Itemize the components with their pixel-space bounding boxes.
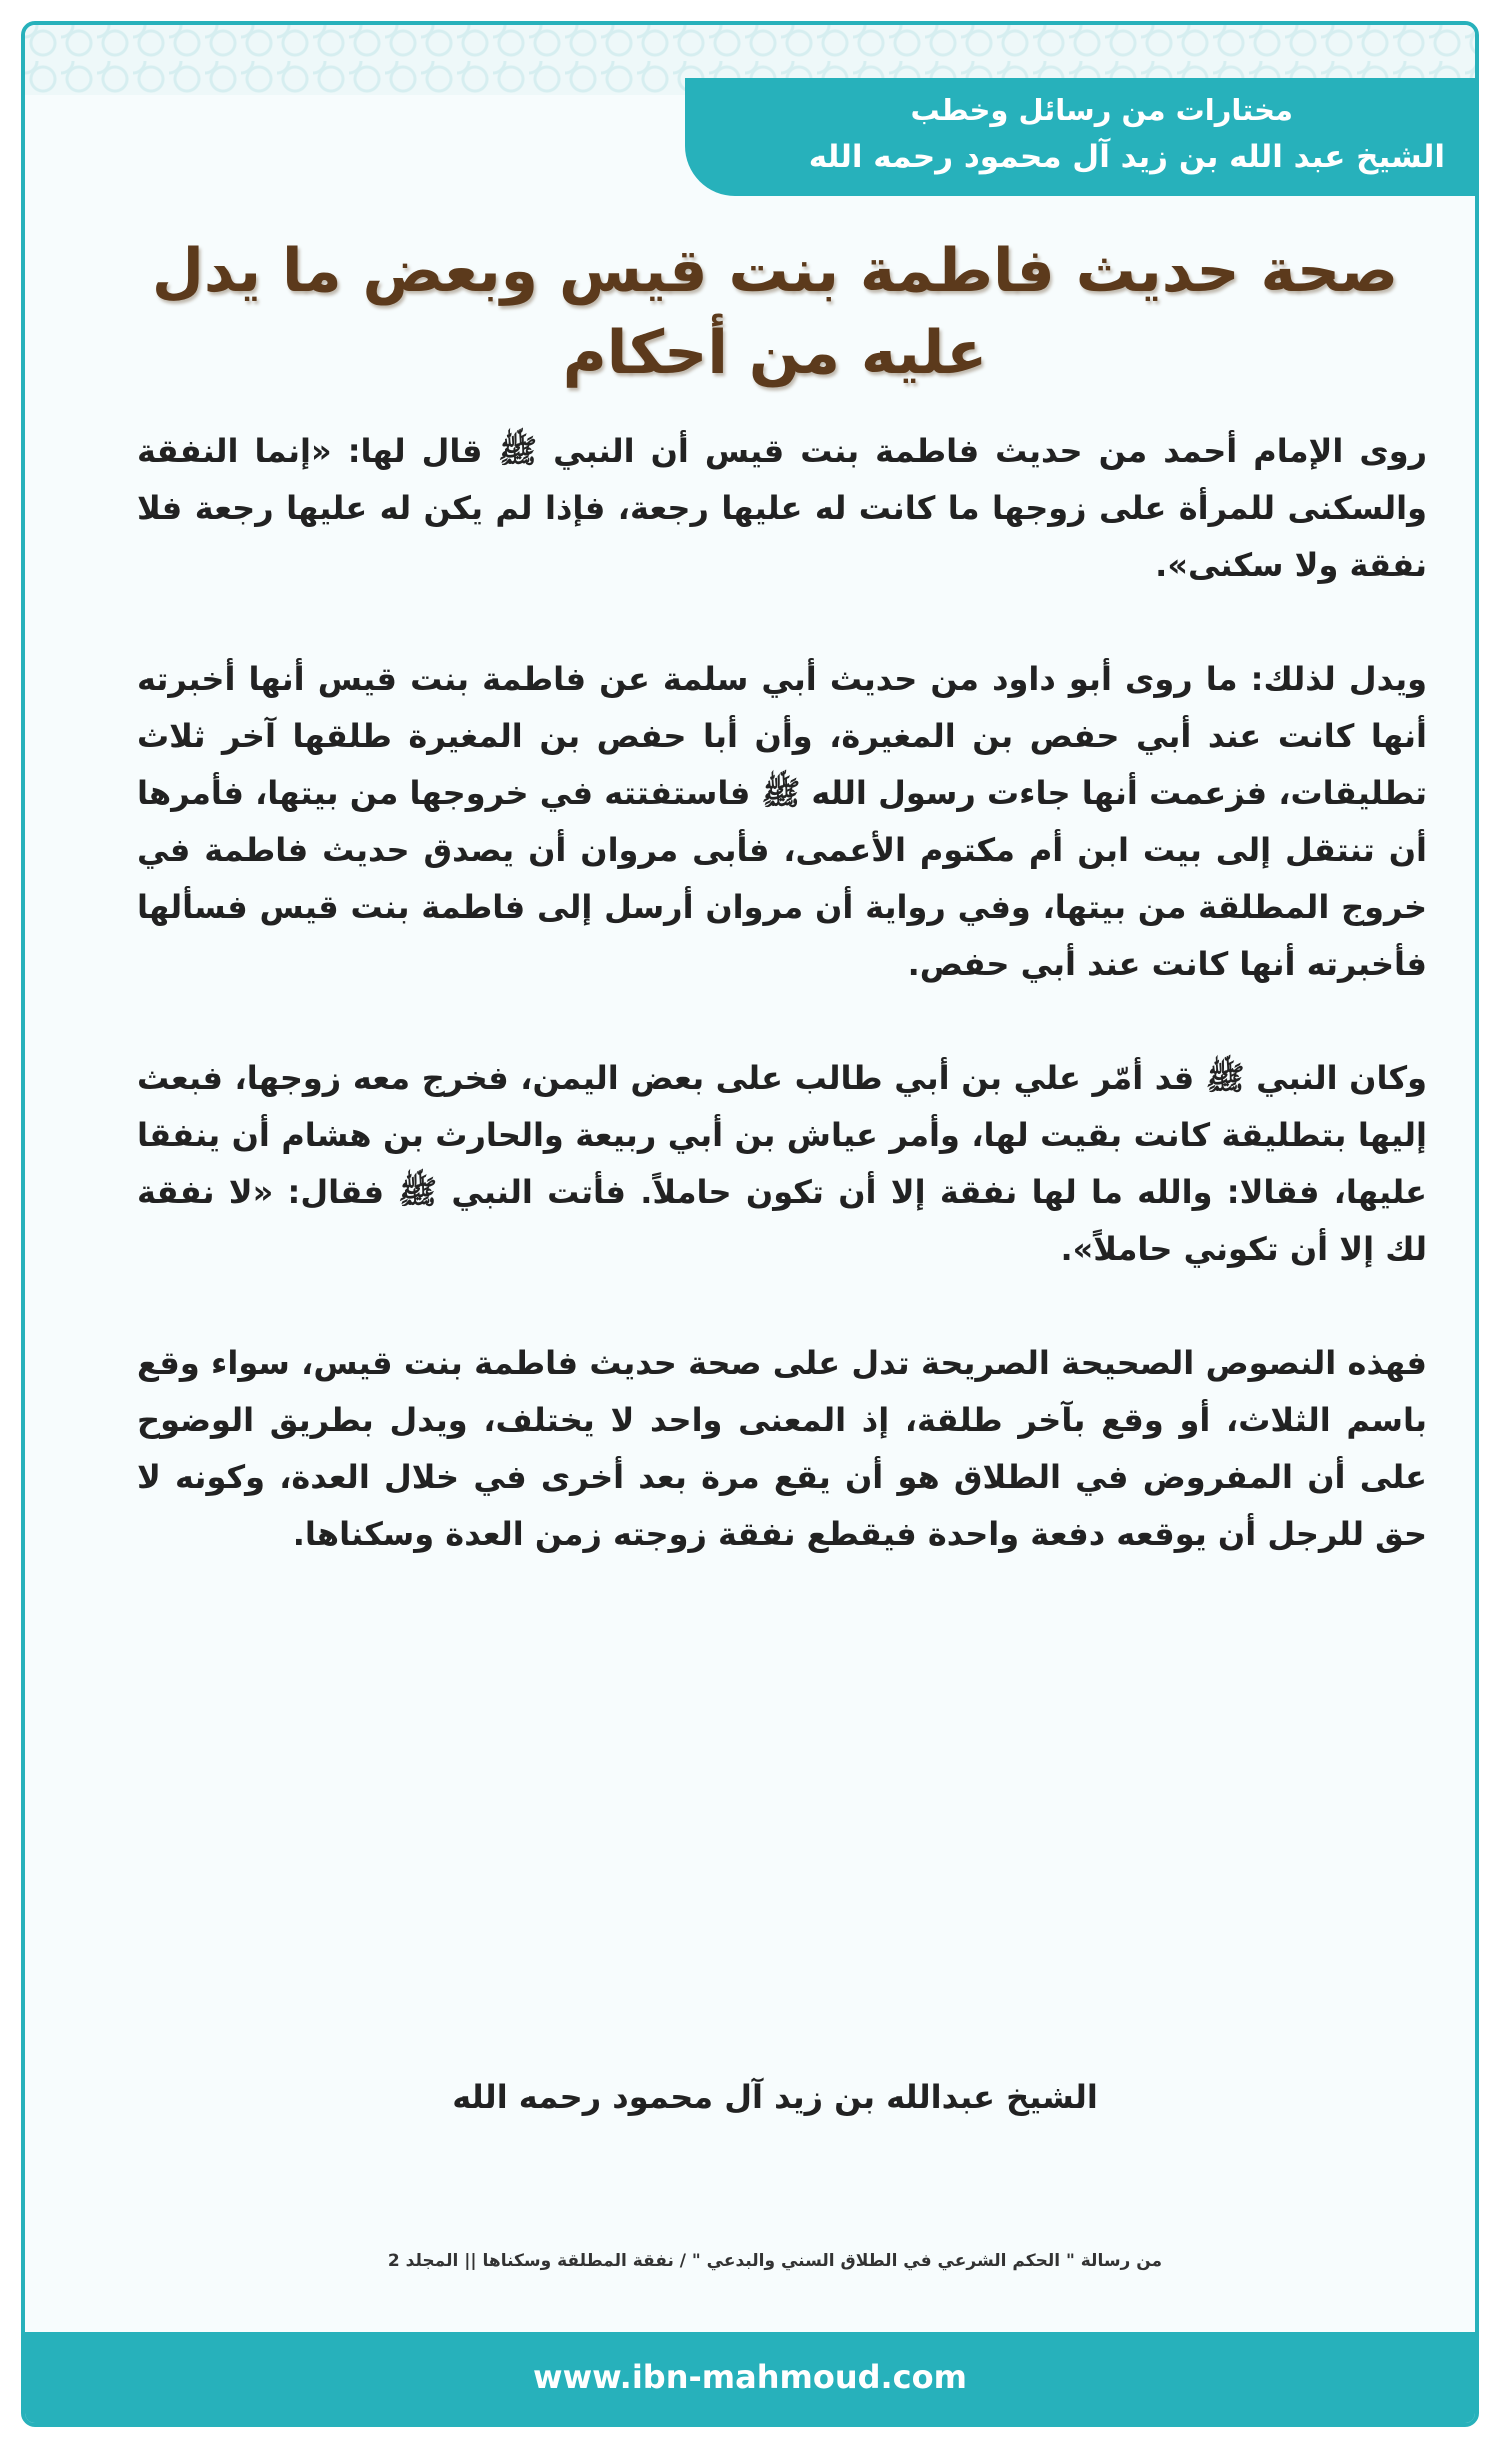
source-citation: من رسالة " الحكم الشرعي في الطلاق السني والبدعي " / نفقة المطلقة وسكناها || المجلد 2 bbox=[387, 2251, 1163, 2271]
title-line-2: عليه من أحكام bbox=[562, 318, 988, 388]
page-frame bbox=[21, 21, 1479, 2427]
header-banner bbox=[685, 78, 1475, 196]
signature: الشيخ عبدالله بن زيد آل محمود رحمه الله bbox=[452, 2078, 1098, 2116]
header-subtitle: مختارات من رسائل وخطب bbox=[910, 93, 1293, 127]
title-line-1: صحة حديث فاطمة بنت قيس وبعض ما يدل bbox=[151, 236, 1399, 306]
footer-bar bbox=[25, 2332, 1475, 2423]
paragraph-3: وكان النبي ﷺ قد أمّر علي بن أبي طالب على بعض اليمن، فخرج معه زوجها، فبعث إليها بتطليقة كانت بقيت لها، وأمر عياش بن أبي ربيعة والحارث بن هشام أن ينفقا عليها، فقالا: والله ما لها نفقة إلا أن تكون حاملاً. فأتت النبي ﷺ فقال: «لا نفقة لك إلا أن تكوني حاملاً». bbox=[137, 1059, 1427, 1268]
article-body bbox=[137, 423, 1427, 1620]
paragraph-1: روى الإمام أحمد من حديث فاطمة بنت قيس أن النبي ﷺ قال لها: «إنما النفقة والسكنى للمرأة على زوجها ما كانت له عليها رجعة، فإذا لم يكن له عليها رجعة فلا نفقة ولا سكنى». bbox=[137, 432, 1427, 584]
paragraph-2: ويدل لذلك: ما روى أبو داود من حديث أبي سلمة عن فاطمة بنت قيس أنها أخبرته أنها كانت عند أبي حفص بن المغيرة، وأن أبا حفص بن المغيرة طلقها آخر ثلاث تطليقات، فزعمت أنها جاءت رسول الله ﷺ فاستفتته في خروجها من بيتها، فأمرها أن تنتقل إلى بيت ابن أم مكتوم الأعمى، فأبى مروان أن يصدق حديث فاطمة في خروج المطلقة من بيتها، وفي رواية أن مروان أرسل إلى فاطمة بنت قيس فسألها فأخبرته أنها كانت عند أبي حفص. bbox=[137, 660, 1427, 983]
article-title bbox=[105, 230, 1445, 394]
website-link[interactable]: www.ibn-mahmoud.com bbox=[533, 2358, 967, 2396]
header-author: الشيخ عبد الله بن زيد آل محمود رحمه الله bbox=[808, 139, 1445, 175]
paragraph-4: فهذه النصوص الصحيحة الصريحة تدل على صحة حديث فاطمة بنت قيس، سواء وقع باسم الثلاث، أو وقع بآخر طلقة، إذ المعنى واحد لا يختلف، ويدل بطريق الوضوح على أن المفروض في الطلاق هو أن يقع مرة بعد أخرى في خلال العدة، وكونه لا حق للرجل أن يوقعه دفعة واحدة فيقطع نفقة زوجته زمن العدة وسكناها. bbox=[137, 1344, 1427, 1553]
